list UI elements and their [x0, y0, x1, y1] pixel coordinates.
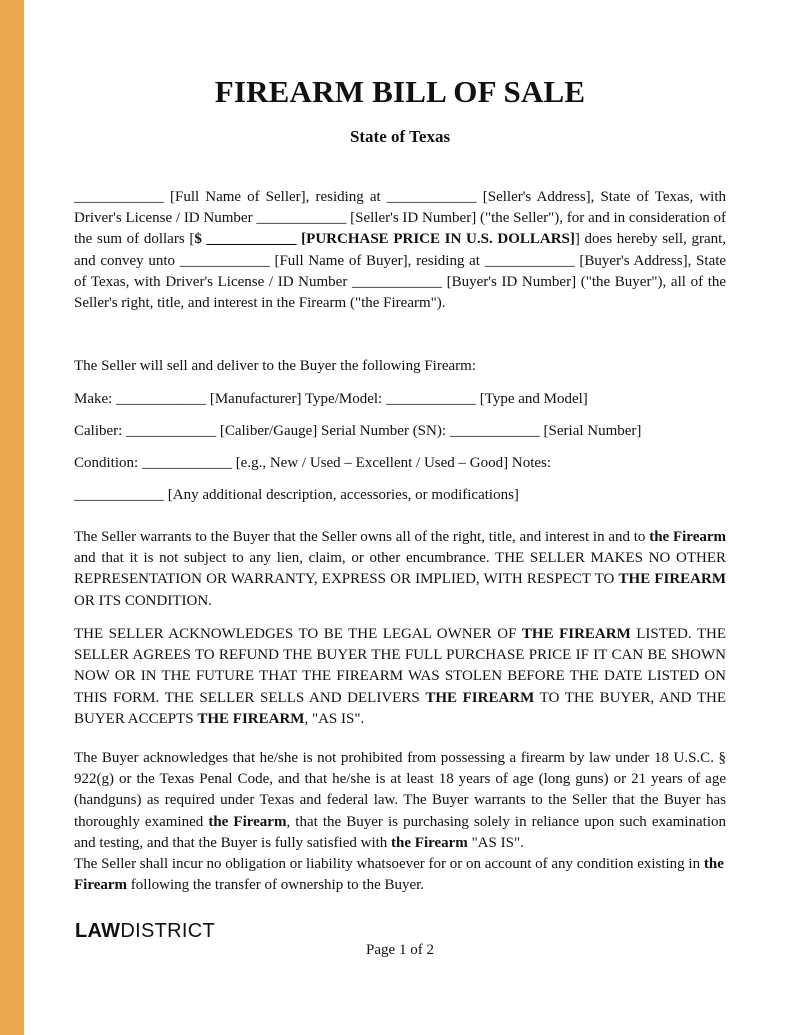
sell-intro: The Seller will sell and deliver to the Buyer the following Firearm:	[74, 358, 476, 374]
acknowledgement-paragraph: THE SELLER ACKNOWLEDGES TO BE THE LEGAL OWNER OF THE FIREARM LISTED. THE SELLER AGREES TO REFUND THE BUYER THE FULL PURCHASE PRICE IF IT CAN BE SHOWN NOW OR IN THE FUTURE THAT THE FIREARM WAS STOLEN BEFORE THE DATE LISTED ON THIS FORM. THE SELLER SELLS AND DELIVERS THE FIREARM TO THE BUYER, AND THE BUYER ACCEPTS THE FIREARM, "AS IS".	[74, 626, 727, 727]
blank: ____________	[74, 189, 164, 205]
page-title: FIREARM BILL OF SALE	[214, 74, 586, 109]
caliber-serial-line: Caliber: ____________ [Caliber/Gauge] Serial Number (SN): ____________ [Serial Number]	[74, 423, 642, 439]
page-number: Page 1 of 2	[366, 942, 434, 958]
make-model-line: Make: ____________ [Manufacturer] Type/Model: ____________ [Type and Model]	[74, 391, 588, 407]
condition-line: Condition: ____________ [e.g., New / Used – Excellent / Used – Good] Notes:	[74, 455, 552, 471]
liability-paragraph: The Seller shall incur no obligation or liability whatsoever for or on account of any condition existing in the Firearm following the transfer of ownership to the Buyer.	[74, 856, 724, 894]
notes-line: ____________ [Any additional description, accessories, or modifications]	[74, 487, 519, 503]
lawdistrict-logo: LAWDISTRICT	[75, 920, 215, 942]
purchase-price: [PURCHASE PRICE IN U.S. DOLLARS]	[301, 231, 575, 248]
intro-paragraph: ____________ [Full Name of Seller], residing at ____________ [Seller's Address], State of Texas, with Driver's License / ID Number ____________ [Seller's ID Number] ("the Seller"), for and in consideration of the sum of dollars [$ ____________ [PURCHASE PRICE IN U.S. DOLLARS]] does hereby sell, grant, and convey unto ____________ [Full Name of Buyer], residing at ____________ [Buyer's Address], State of Texas, with Driver's License / ID Number ____________ [Buyer's ID Number] ("the Buyer"), all of the Seller's right, title, and interest in the Firearm ("the Firearm").	[74, 189, 727, 312]
warranty-paragraph: The Seller warrants to the Buyer that the Seller owns all of the right, title, and interest in and to the Firearm and that it is not subject to any lien, claim, or other encumbrance. THE SELLER MAKES NO OTHER REPRESENTATION OR WARRANTY, EXPRESS OR IMPLIED, WITH RESPECT TO THE FIREARM OR ITS CONDITION.	[74, 529, 727, 609]
accent-sidebar	[0, 0, 24, 1035]
page-subtitle: State of Texas	[349, 127, 451, 146]
buyer-acknowledgement-paragraph: The Buyer acknowledges that he/she is not prohibited from possessing a firearm by law under 18 U.S.C. § 922(g) or the Texas Penal Code, and that he/she is at least 18 years of age (long guns) or 21 years of age (handguns) as required under Texas and federal law. The Buyer warrants to the Seller that the Buyer has thoroughly examined the Firearm, that the Buyer is purchasing solely in reliance upon such examination and testing, and that the Buyer is fully satisfied with the Firearm "AS IS".	[74, 750, 727, 851]
